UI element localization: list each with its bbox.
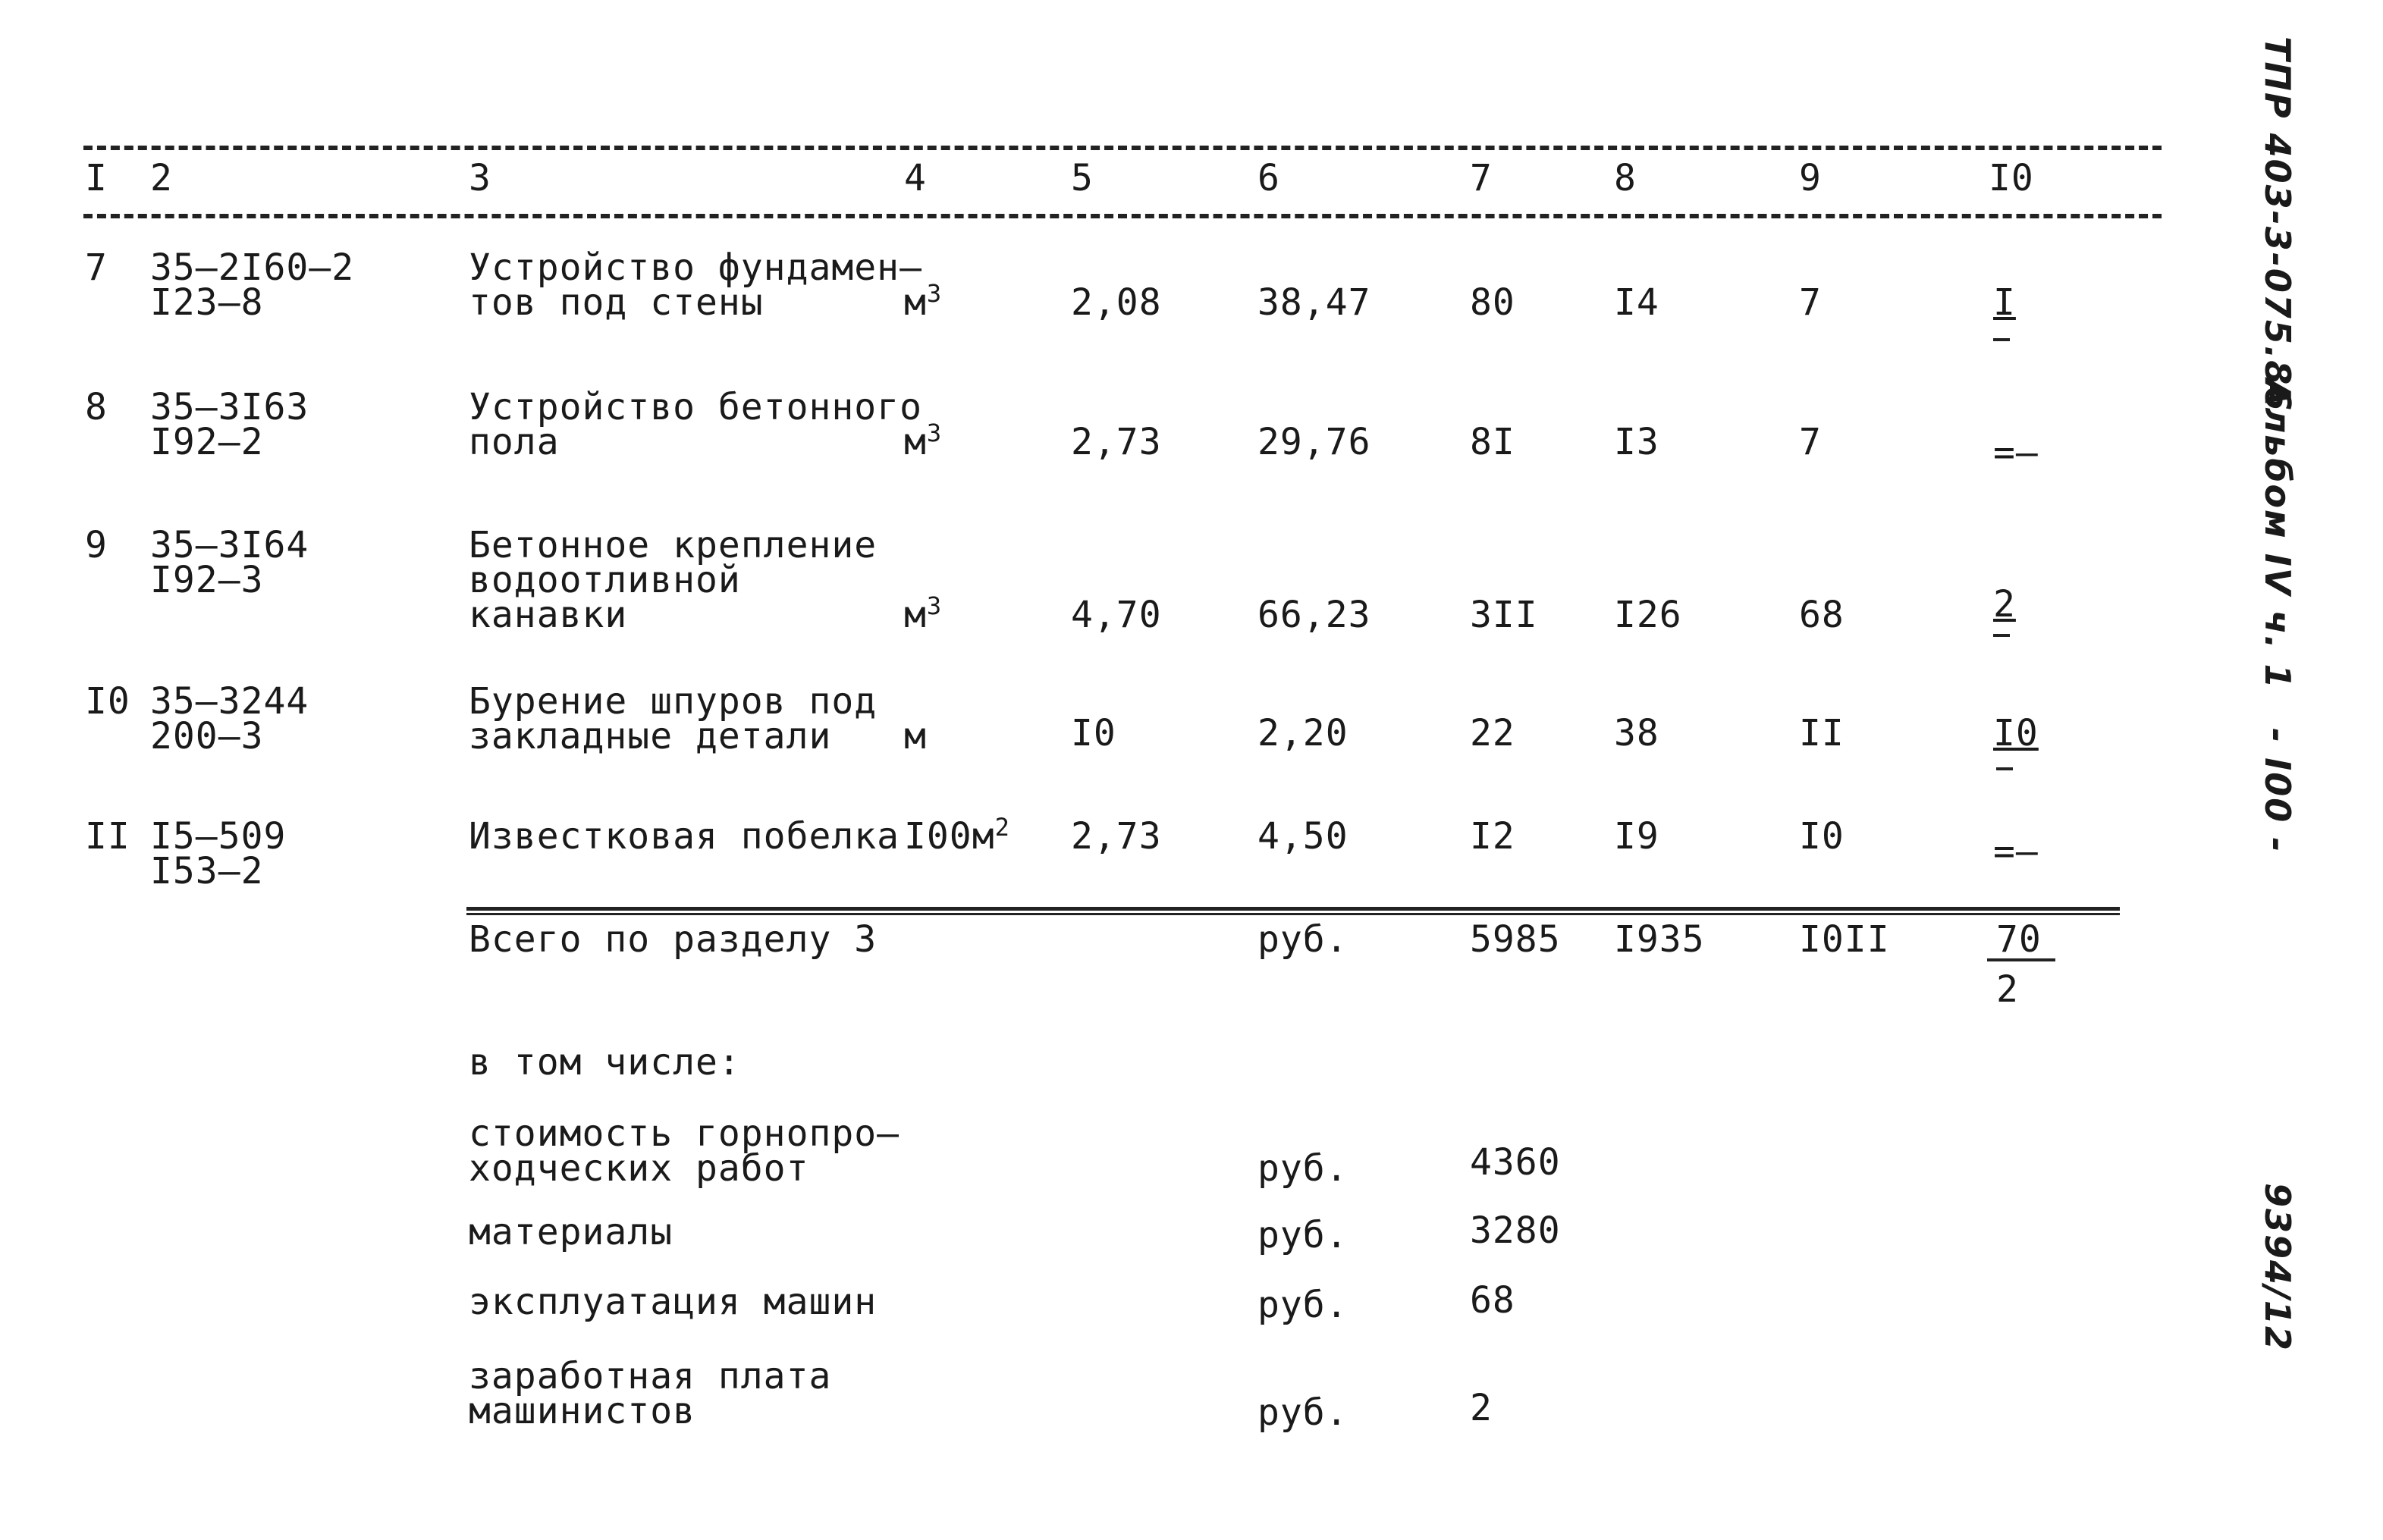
including-item-unit: руб. (1257, 1214, 1348, 1256)
including-item-value: 3280 (1470, 1209, 1561, 1252)
row-name-line2: тов под стены (469, 281, 764, 324)
including-item-unit: руб. (1257, 1284, 1348, 1326)
including-item-name-line2: машинистов (469, 1390, 695, 1432)
row-code-secondary: I23–8 (150, 281, 264, 324)
row-col10: I (1993, 281, 2016, 324)
header-col-5: 5 (1071, 157, 1094, 199)
row-name-line2: водоотливной (469, 559, 741, 601)
total-rule (466, 907, 2120, 911)
row-unit: $м^3$ (904, 279, 943, 324)
total-col10-top: 70 (1996, 918, 2042, 961)
row-col9: 7 (1799, 281, 1822, 324)
row-price: 38,47 (1257, 281, 1371, 324)
row-code-secondary: I92–3 (150, 559, 264, 601)
including-item-value: 68 (1470, 1279, 1515, 1322)
including-item-unit: руб. (1257, 1147, 1348, 1190)
row-number: II (85, 815, 130, 858)
row-code: 35–3I64 (150, 524, 309, 566)
header-top-rule (83, 146, 2162, 150)
row-number: I0 (85, 680, 130, 723)
row-number: 7 (85, 246, 108, 289)
including-item-name: стоимость горнопро– (469, 1112, 900, 1155)
row-price: 29,76 (1257, 421, 1371, 463)
row-number: 9 (85, 524, 108, 566)
row-name-line3: канавки (469, 594, 628, 636)
row-col8: 38 (1614, 712, 1659, 754)
row-col10: =– (1993, 431, 2039, 474)
row-col8: I4 (1614, 281, 1659, 324)
row-code-secondary: 200–3 (150, 715, 264, 757)
row-col7: 8I (1470, 421, 1515, 463)
total-rule-secondary (466, 913, 2120, 915)
row-price: 4,50 (1257, 815, 1348, 858)
row-name-line2: пола (469, 421, 560, 463)
row-price: 2,20 (1257, 712, 1348, 754)
row-col8: I9 (1614, 815, 1659, 858)
total-col10-bottom: 2 (1996, 968, 2019, 1011)
row-col9: 68 (1799, 594, 1845, 636)
row-col10-mark (1996, 767, 2013, 770)
total-unit: руб. (1257, 918, 1348, 961)
row-name: Бетонное крепление (469, 524, 878, 566)
row-code-secondary: I53–2 (150, 850, 264, 892)
row-col8: I3 (1614, 421, 1659, 463)
row-col8: I26 (1614, 594, 1682, 636)
row-col10: =– (1993, 830, 2039, 873)
header-col-4: 4 (904, 157, 927, 199)
row-name: Устройство бетонного (469, 386, 922, 428)
row-quantity: 2,08 (1071, 281, 1162, 324)
row-unit: м (904, 715, 927, 757)
row-col9: 7 (1799, 421, 1822, 463)
including-item-name: эксплуатация машин (469, 1281, 878, 1323)
row-col10: I0 (1993, 712, 2039, 754)
row-name: Бурение шпуров под (469, 680, 878, 723)
row-quantity: 2,73 (1071, 815, 1162, 858)
including-item-name-line2: ходческих работ (469, 1147, 809, 1190)
row-name: Известковая побелка (469, 815, 900, 858)
side-page-number: - I00 - (2257, 728, 2298, 854)
header-col-1: I (85, 157, 108, 199)
row-col7: I2 (1470, 815, 1515, 858)
row-col10: 2 (1993, 583, 2016, 626)
row-name: Устройство фундамен– (469, 246, 922, 289)
total-label: Всего по разделу 3 (469, 918, 878, 961)
row-price: 66,23 (1257, 594, 1371, 636)
including-item-value: 2 (1470, 1387, 1493, 1429)
total-col8: I935 (1614, 918, 1705, 961)
row-col10-mark (1993, 634, 2010, 637)
row-unit: $I00м^2$ (904, 813, 1010, 858)
row-unit: $м^3$ (904, 591, 943, 636)
header-bottom-rule (83, 214, 2162, 218)
row-code: 35–3I63 (150, 386, 309, 428)
side-inventory-number: 9394/12 (2257, 1183, 2298, 1352)
row-quantity: I0 (1071, 712, 1116, 754)
total-col7: 5985 (1470, 918, 1561, 961)
row-code: I5–509 (150, 815, 287, 858)
including-item-name: заработная плата (469, 1355, 832, 1397)
row-quantity: 4,70 (1071, 594, 1162, 636)
row-code: 35–2I60–2 (150, 246, 355, 289)
row-col7: 3II (1470, 594, 1538, 636)
side-document-code: ТПР 403-3-075.86 (2257, 36, 2298, 412)
including-item-unit: руб. (1257, 1391, 1348, 1434)
total-col10-fraction-line (1987, 958, 2055, 961)
row-unit: $м^3$ (904, 419, 943, 463)
including-label: в том числе: (469, 1041, 741, 1084)
including-item-value: 4360 (1470, 1141, 1561, 1184)
row-col10-mark (1993, 338, 2010, 341)
total-col9: I0II (1799, 918, 1890, 961)
row-col7: 22 (1470, 712, 1515, 754)
header-col-6: 6 (1257, 157, 1280, 199)
row-quantity: 2,73 (1071, 421, 1162, 463)
header-col-9: 9 (1799, 157, 1822, 199)
row-number: 8 (85, 386, 108, 428)
row-col7: 80 (1470, 281, 1515, 324)
header-col-8: 8 (1614, 157, 1637, 199)
header-col-3: 3 (469, 157, 491, 199)
row-code: 35–3244 (150, 680, 309, 723)
header-col-7: 7 (1470, 157, 1493, 199)
row-code-secondary: I92–2 (150, 421, 264, 463)
including-item-name: материалы (469, 1211, 673, 1253)
row-name-line2: закладные детали (469, 715, 832, 757)
header-col-2: 2 (150, 157, 173, 199)
header-col-10: I0 (1989, 157, 2034, 199)
row-col9: I0 (1799, 815, 1845, 858)
side-album-label: Альбом IV ч. 1 (2257, 379, 2298, 690)
row-col9: II (1799, 712, 1845, 754)
